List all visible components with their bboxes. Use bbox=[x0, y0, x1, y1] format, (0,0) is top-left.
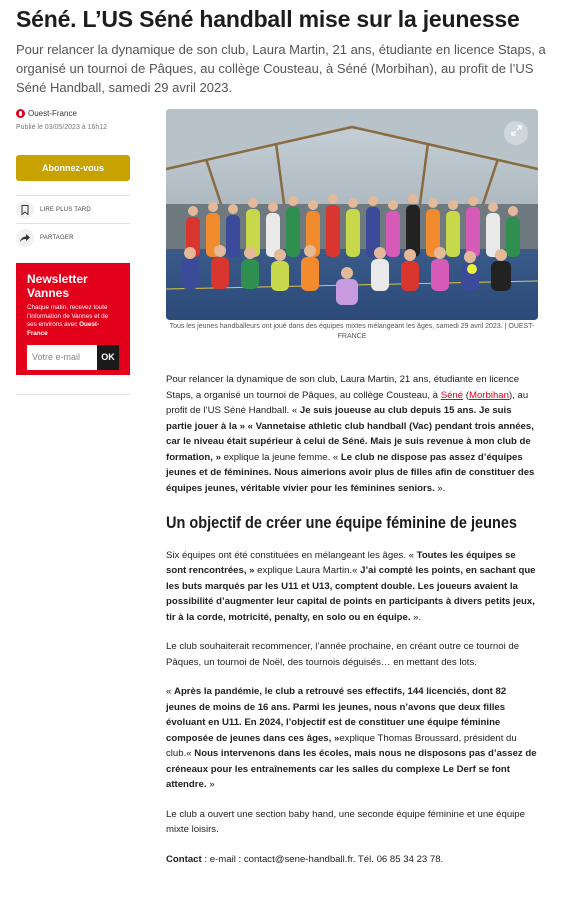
paragraph: Six équipes ont été constituées en mélangeant les âges. « Toutes les équipes se sont rencontrées, » explique Laura Martin.« J’ai compté les points, en sachant que les buts marqués par les U11 et U13, comptent double. Les joueurs avaient la possibilité d’augmenter leur capital de points en participants à divers petits jeux, tir à la corde, motricité, penalty, en solo ou en équipe. ». bbox=[166, 549, 536, 623]
newsletter-text: Chaque matin, recevez toute l’information de Vannes et de ses environs avec Ouest-France bbox=[27, 304, 109, 337]
share-button[interactable] bbox=[16, 224, 130, 251]
newsletter-submit-button[interactable]: OK bbox=[97, 345, 119, 370]
paragraph: Pour relancer la dynamique de son club, Laura Martin, 21 ans, étudiante en licence Staps, a organisé un tournoi de Pâques, au collège Cousteau, à Séné (Morbihan), au profit de l’US Séné Handball. « Je suis joueuse au club depuis 15 ans. Je suis partie jouer à la » « Vannetaise athletic club handball (Vac) pendant trois années, car le niveau était supérieur à celui de Séné. Mais je suis revenue à mon club de formation, » explique la jeune femme. « Le club ne dispose pas assez d’équipes jeunes et de féminines. Nous aimerions avoir plus de filles afin de constituer des équipes jeunes, véritable vivier pour les féminines seniors. ». bbox=[166, 374, 535, 494]
subscribe-button[interactable]: Abonnez-vous bbox=[16, 155, 130, 181]
source-name[interactable]: Ouest-France bbox=[28, 109, 77, 118]
paragraph: Le club a ouvert une section baby hand, une seconde équipe féminine et une équipe mixte loisirs. bbox=[166, 808, 525, 835]
read-later-button[interactable] bbox=[16, 196, 130, 223]
sene-link[interactable]: Séné bbox=[440, 389, 464, 401]
read-later-label: LIRE PLUS TARD bbox=[40, 206, 91, 213]
ouest-france-logo-icon bbox=[16, 109, 25, 118]
newsletter-title: Newsletter Vannes bbox=[27, 272, 88, 300]
newsletter-box bbox=[16, 263, 130, 375]
source-line bbox=[16, 109, 130, 118]
paragraph: « Après la pandémie, le club a retrouvé ses effectifs, 144 licenciés, dont 82 jeunes de moins de 16 ans. Parmi les jeunes, nous n’avons que deux filles évoluant en U11. En 2024, l’objectif est de constituer une équipe féminine composée de jeunes dans ces âges, »explique Thomas Broussard, président du club.« Nous intervenons dans les écoles, mais nous ne disposons pas d’assez de créneaux pour les entraînements car les salles du complexe Le Derf se font attendre. » bbox=[166, 686, 537, 790]
expand-icon[interactable] bbox=[504, 121, 528, 145]
bookmark-icon bbox=[16, 201, 34, 219]
morbihan-link[interactable]: Morbihan bbox=[468, 389, 509, 401]
photo-image bbox=[166, 109, 538, 320]
article-lede: Pour relancer la dynamique de son club, Laura Martin, 21 ans, étudiante en licence Staps, a organisé un tournoi de Pâques, au collège Cousteau, à Séné (Morbihan), au profit de l’US Séné Handball, samedi 29 avril 2023. bbox=[16, 42, 546, 95]
publish-date: Publié le 03/05/2023 à 16h12 bbox=[16, 124, 108, 131]
photo-caption: Tous les jeunes handballeurs ont joué dans des équipes mixtes mélangeant les âges, samedi 29 avril 2023. | OUEST-FRANCE bbox=[169, 323, 535, 340]
article-body bbox=[166, 372, 538, 881]
newsletter-form bbox=[27, 345, 119, 370]
newsletter-email-input[interactable]: Votre e-mail bbox=[27, 345, 97, 370]
contact-line: Contact : e-mail : contact@sene-handball.fr. Tél. 06 85 34 23 78. bbox=[166, 853, 444, 865]
article-sidebar bbox=[16, 109, 130, 395]
share-arrow-icon bbox=[16, 229, 34, 247]
article-title: Séné. L’US Séné handball mise sur la jeunesse bbox=[16, 6, 520, 32]
article-photo[interactable] bbox=[166, 109, 538, 320]
share-label: PARTAGER bbox=[40, 234, 74, 241]
paragraph: Le club souhaiterait recommencer, l’année prochaine, en créant outre ce tournoi de Pâques, un tournoi de Noël, des tournois déguisés… en mettant des lots. bbox=[166, 641, 520, 668]
section-subheading: Un objectif de créer une équipe féminine de jeunes bbox=[166, 514, 517, 532]
divider bbox=[16, 394, 130, 395]
